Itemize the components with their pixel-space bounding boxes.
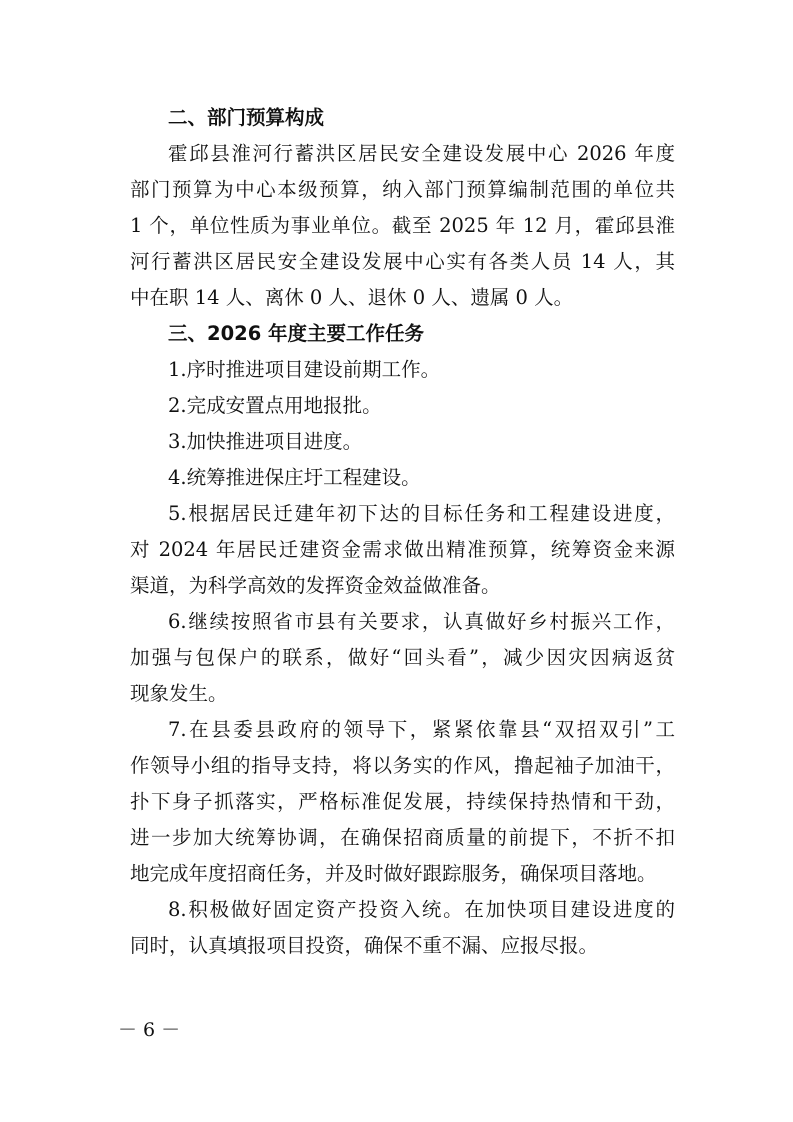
task-item-1 — [130, 352, 675, 388]
task-line: 1.序时推进项目建设前期工作。 — [168, 358, 441, 381]
task-line: 6.继续按照省市县有关要求，认真做好乡村振兴工作， — [168, 610, 675, 633]
task-line: 4.统筹推进保庄圩工程建设。 — [168, 466, 421, 489]
section-heading-budget-composition: 二、部门预算构成 — [168, 106, 325, 129]
task-item-7 — [130, 712, 675, 892]
task-item-6 — [130, 604, 675, 712]
task-item-8 — [130, 892, 675, 964]
task-item-2 — [130, 388, 675, 424]
section-heading-main-tasks: 三、2026 年度主要工作任务 — [168, 322, 425, 345]
task-line: 对 2024 年居民迁建资金需求做出精准预算，统筹资金来源 — [130, 538, 675, 561]
task-line: 现象发生。 — [130, 682, 228, 705]
task-line: 进一步加大统筹协调，在确保招商质量的前提下，不折不扣 — [130, 826, 675, 849]
task-line: 7.在县委县政府的领导下，紧紧依靠县“双招双引”工 — [168, 718, 675, 741]
document-body — [130, 100, 675, 964]
task-item-4 — [130, 460, 675, 496]
task-line: 扑下身子抓落实，严格标准促发展，持续保持热情和干劲， — [130, 790, 675, 813]
task-line: 同时，认真填报项目投资，确保不重不漏、应报尽报。 — [130, 934, 599, 957]
task-line: 渠道，为科学高效的发挥资金效益做准备。 — [130, 574, 501, 597]
paragraph-line: 部门预算为中心本级预算，纳入部门预算编制范围的单位共 — [130, 178, 675, 201]
task-item-5 — [130, 496, 675, 604]
task-line: 地完成年度招商任务，并及时做好跟踪服务，确保项目落地。 — [130, 862, 657, 885]
task-line: 加强与包保户的联系，做好“回头看”，减少因灾因病返贫 — [130, 646, 675, 669]
paragraph-line: 河行蓄洪区居民安全建设发展中心实有各类人员 14 人，其 — [130, 250, 675, 273]
task-line: 5.根据居民迁建年初下达的目标任务和工程建设进度， — [168, 502, 675, 525]
paragraph-line: 中在职 14 人、离休 0 人、退休 0 人、遗属 0 人。 — [130, 286, 574, 309]
task-line: 作领导小组的指导支持，将以务实的作风，撸起袖子加油干， — [130, 754, 675, 777]
paragraph-budget-composition — [130, 136, 675, 316]
paragraph-line: 1 个，单位性质为事业单位。截至 2025 年 12 月，霍邱县淮 — [130, 214, 675, 237]
task-line: 3.加快推进项目进度。 — [168, 430, 363, 453]
page-number: － 6 － — [118, 1019, 181, 1041]
task-item-3 — [130, 424, 675, 460]
task-line: 8.积极做好固定资产投资入统。在加快项目建设进度的 — [168, 898, 675, 921]
paragraph-line: 霍邱县淮河行蓄洪区居民安全建设发展中心 2026 年度 — [168, 142, 675, 165]
task-line: 2.完成安置点用地报批。 — [168, 394, 382, 417]
